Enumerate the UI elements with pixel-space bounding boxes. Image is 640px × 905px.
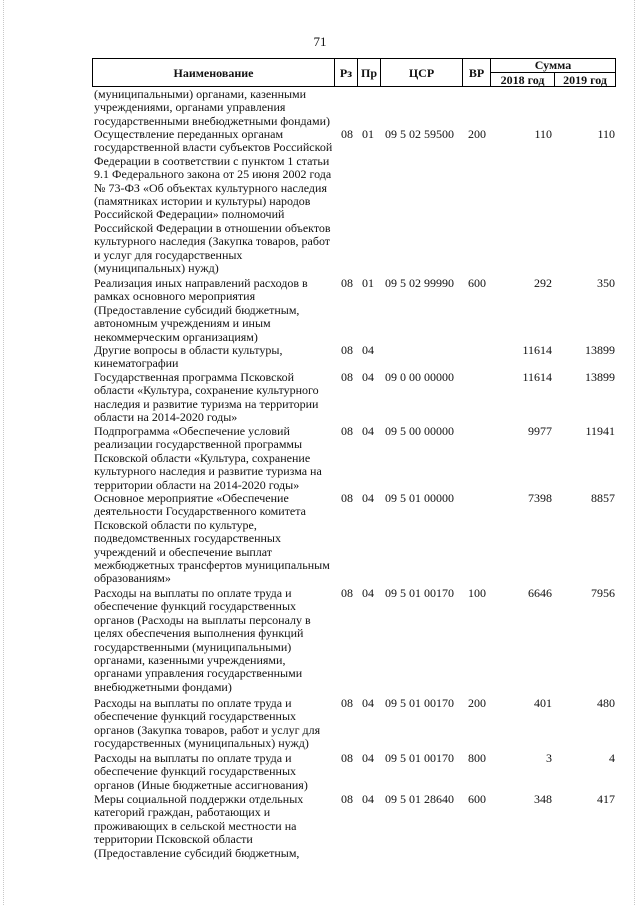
row-sum-2019: 350 [597,276,615,290]
row-sum-2019: 11941 [585,424,615,438]
row-sum-2019: 417 [597,792,615,806]
row-pr: 04 [362,751,374,765]
row-rz: 08 [341,370,353,384]
row-sum-2019: 480 [597,696,615,710]
row-sum-2019: 4 [609,751,615,765]
row-rz: 08 [341,127,353,141]
row-sum-2018: 401 [534,696,552,710]
row-vr: 200 [468,696,486,710]
row-vr: 600 [468,276,486,290]
row-sum-2018: 9977 [528,424,552,438]
row-name: Другие вопросы в области культуры, кинематографии [94,343,283,371]
row-name: (муниципальными) органами, казенными учреждениями, органами управления государственными внебюджетными фондами) [94,87,331,128]
page-number: 71 [313,34,327,49]
row-name: Расходы на выплаты по оплате труда и обеспечение функций государственных органов (Расходы на выплаты персоналу в целях обеспечения выполнения функций государственными (муниципальными) органами, казенными учреждениями, органами управления государственными внебюджетными фондами) [94,586,311,694]
row-rz: 08 [341,586,353,600]
header-pr: Пр [360,66,377,80]
header-rz: Рз [339,66,353,80]
row-name: Меры социальной поддержки отдельных категорий граждан, работающих и проживающих в сельской местности на территории Псковской области (Предоставление субсидий бюджетным, [94,792,304,860]
row-csr: 09 5 01 00170 [385,751,454,765]
row-sum-2018: 7398 [528,491,552,505]
header-vr: ВР [468,66,485,80]
header-year-2019: 2019 год [563,73,607,87]
header-right-border [615,58,616,87]
row-name: Реализация иных направлений расходов в рамках основного мероприятия (Предоставление субсидий бюджетным, автономным учреждениям и иным некоммерческим организациям) [94,276,308,344]
row-rz: 08 [341,491,353,505]
row-sum-2018: 3 [546,751,552,765]
row-pr: 04 [362,586,374,600]
row-sum-2019: 7956 [591,586,615,600]
row-rz: 08 [341,424,353,438]
row-name: Основное мероприятие «Обеспечение деятельности Государственного комитета Псковской области по культуре, подведомственных государственных учреждений и обеспечение выплат межбюджетных трансфертов муниципальным образованиям» [94,491,330,586]
row-vr: 600 [468,792,486,806]
row-sum-2019: 110 [597,127,615,141]
row-vr: 100 [468,586,486,600]
row-sum-2019: 13899 [585,343,615,357]
row-csr: 09 5 02 99990 [385,276,454,290]
row-rz: 08 [341,343,353,357]
row-name: Государственная программа Псковской области «Культура, сохранение культурного наследия и развитие туризма на территории области на 2014-2020 годы» [94,370,319,425]
row-pr: 04 [362,491,374,505]
row-sum-2018: 292 [534,276,552,290]
row-csr: 09 0 00 00000 [385,370,454,384]
row-name: Расходы на выплаты по оплате труда и обеспечение функций государственных органов (Закупка товаров, работ и услуг для государственных (муниципальных) нужд) [94,696,321,751]
row-csr: 09 5 01 00000 [385,491,454,505]
row-pr: 04 [362,343,374,357]
row-name: Подпрограмма «Обеспечение условий реализации государственной программы Псковской области «Культура, сохранение культурного наследия и развитие туризма на территории области на 2014-2020 годы» [94,424,322,492]
row-sum-2018: 110 [534,127,552,141]
row-vr: 200 [468,127,486,141]
row-csr: 09 5 02 59500 [385,127,454,141]
header-name: Наименование [173,66,254,80]
row-csr: 09 5 01 00170 [385,586,454,600]
right-page-edge [634,0,636,905]
row-rz: 08 [341,792,353,806]
row-csr: 09 5 01 28640 [385,792,454,806]
row-pr: 01 [362,276,374,290]
row-name: Осуществление переданных органам государственной власти субъектов Российской Федерации в соответствии с пунктом 1 статьи 9.1 Федерального закона от 25 июня 2002 года № 73-ФЗ «Об объектах культурного наследия (памятниках истории и культуры) народов Российской Федерации» полномочий Российской Федерации в отношении объектов культурного наследия (Закупка товаров, работ и услуг для государственных (муниципальных) нужд) [94,127,333,276]
row-csr: 09 5 01 00170 [385,696,454,710]
row-sum-2018: 11614 [522,343,552,357]
header-csr: ЦСР [408,66,435,80]
row-name: Расходы на выплаты по оплате труда и обеспечение функций государственных органов (Иные бюджетные ассигнования) [94,751,308,792]
row-pr: 04 [362,424,374,438]
row-pr: 04 [362,370,374,384]
row-sum-2018: 6646 [528,586,552,600]
row-sum-2019: 13899 [585,370,615,384]
row-sum-2019: 8857 [591,491,615,505]
row-sum-2018: 11614 [522,370,552,384]
row-rz: 08 [341,751,353,765]
row-vr: 800 [468,751,486,765]
header-sum: Сумма [534,58,572,72]
row-rz: 08 [341,696,353,710]
left-page-edge [3,0,5,905]
row-rz: 08 [341,276,353,290]
row-sum-2018: 348 [534,792,552,806]
row-pr: 04 [362,792,374,806]
row-pr: 04 [362,696,374,710]
row-pr: 01 [362,127,374,141]
header-year-2018: 2018 год [500,73,545,87]
row-csr: 09 5 00 00000 [385,424,454,438]
